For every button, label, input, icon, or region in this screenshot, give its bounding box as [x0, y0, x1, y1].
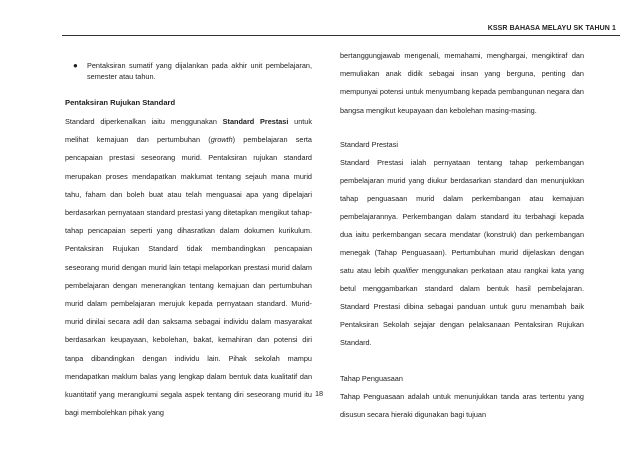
header-rule	[62, 35, 620, 36]
left-column	[65, 50, 312, 422]
paragraph-text: Standard Prestasi ialah pernyataan tentang tahap perkembangan pembelajaran murid yang diukur berdasarkan standard dan menunjukkan tahap penguasaan murid dalam perkembangan atau kemajuan pembelajarannya. Perkembangan dalam standard itu terbahagi kepada dua iaitu perkembangan secara mendatar (konstruk) dan perkembangan menegak (Tahap Penguasaan). Pertumbuhan murid dijelaskan dengan satu atau lebih	[340, 157, 584, 275]
right-paragraph-sp	[340, 154, 584, 352]
right-paragraph-1: bertanggungjawab mengenali, memahami, menghargai, mengiktiraf dan memuliakan anak didik sebagai insan yang berguna, penting dan mempunyai potensi untuk menyumbang kepada pembangunan negara dan bangsa mengikut keupayaan dan kebolehan masing-masing.	[340, 51, 584, 115]
section-heading-sp: Standard Prestasi	[340, 139, 399, 149]
paragraph-text: Standard diperkenalkan iaitu menggunakan	[65, 117, 223, 126]
paragraph-bold-term: Standard Prestasi	[222, 117, 289, 126]
paragraph-italic-term: growth	[210, 135, 233, 145]
page-number: 18	[314, 389, 324, 398]
left-paragraph	[65, 113, 312, 422]
right-column	[340, 47, 584, 424]
right-paragraph-tp: Tahap Penguasaan adalah untuk menunjukkan tanda aras tertentu yang disusun secara hieraki digunakan bagi tujuan	[340, 391, 584, 419]
paragraph-text: untuk melihat kemajuan dan pertumbuhan (	[65, 117, 312, 145]
paragraph-text: menggunakan perkataan atau rangkai kata yang betul menggambarkan standard dalam bentuk hasil pembelajaran. Standard Prestasi dibina sebagai panduan untuk guru menambah baik Pentaksiran Sekolah sejajar dengan pelaksanaan Pentaksiran Rujukan Standard.	[340, 265, 584, 347]
section-heading-tp: Tahap Penguasaan	[340, 373, 403, 383]
bullet-icon: ●	[73, 61, 78, 70]
bullet-item	[73, 60, 312, 82]
paragraph-text: ) pembelajaran serta pencapaian prestasi seseorang murid. Pentaksiran rujukan standard merupakan proses mendapatkan maklumat tentang sejauh mana murid tahu, faham dan boleh buat atau telah menguasai apa yang dipelajari berdasarkan pernyataan standard prestasi yang ditetapkan mengikut tahap-tahap pencapaian seperti yang dihasratkan dalam dokumen kurikulum. Pentaksiran Rujukan Standard tidak membandingkan pencapaian seseorang murid dengan murid lain tetapi melaporkan prestasi murid dalam pembelajaran dengan menerangkan tentang kemajuan dan pertumbuhan murid dalam pembelajaran merujuk kepada pernyataan standard. Murid-murid dinilai secara adil dan saksama sebagai individu dalam masyarakat berdasarkan keupayaan, kebolehan, bakat, kemahiran dan potensi diri tanpa dibandingkan dengan individu lain. Pihak sekolah mampu mendapatkan maklum balas yang lengkap dalam bentuk data kualitatif dan kuantitatif yang merangkumi segala aspek tentang diri seseorang murid itu bagi membolehkan pihak yang	[65, 135, 312, 418]
document-header: KSSR BAHASA MELAYU SK TAHUN 1	[487, 25, 616, 32]
bullet-text: Pentaksiran sumatif yang dijalankan pada akhir unit pembelajaran, semester atau tahun.	[87, 61, 312, 81]
paragraph-italic-term: qualifier	[392, 265, 419, 275]
section-heading-prs: Pentaksiran Rujukan Standard	[65, 98, 176, 107]
